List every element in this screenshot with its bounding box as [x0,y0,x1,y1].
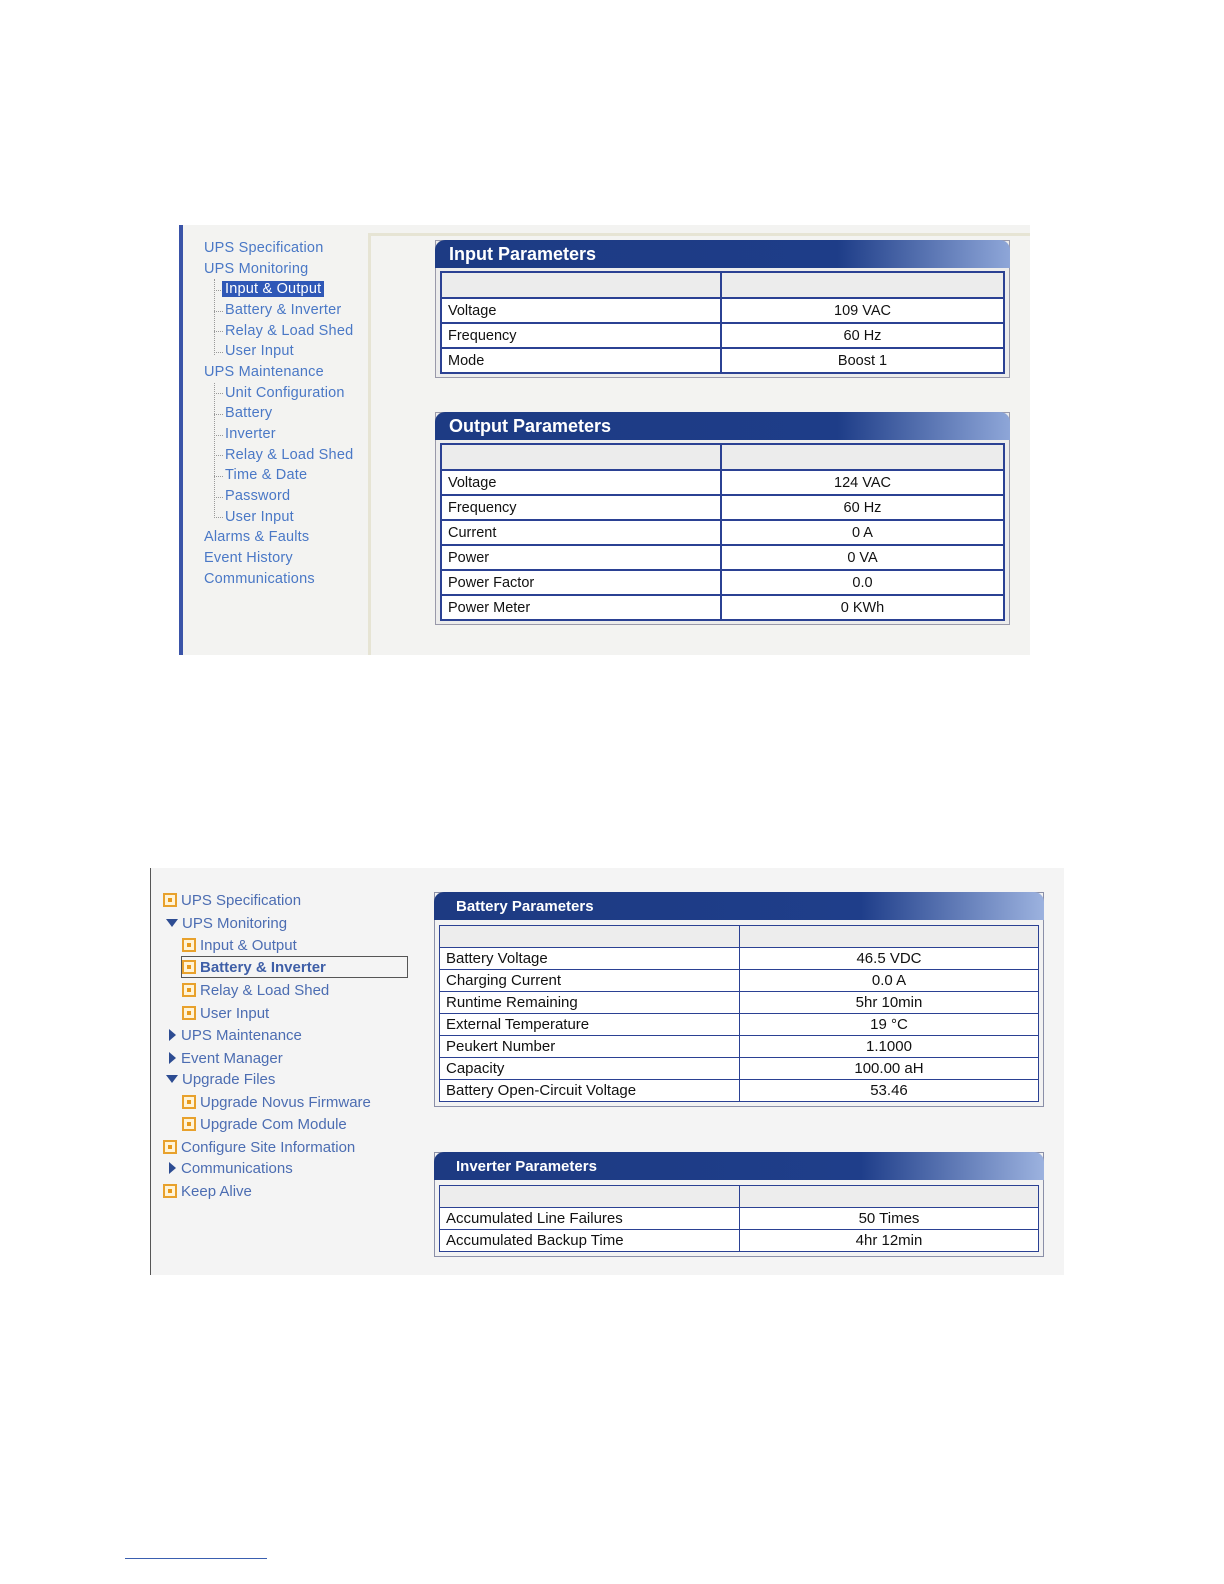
nav-event-history[interactable]: Event History [204,550,293,566]
screenshot-battery-inverter [150,868,1064,1275]
tree-tick [214,435,223,436]
table-row [441,470,1004,495]
inverter-parameters-panel [434,1152,1044,1257]
nav-label: Upgrade Files [182,1071,276,1088]
table-header-cell [721,444,1004,470]
tree-tick [214,393,223,394]
param-label: Voltage [441,298,721,323]
page-icon [182,983,196,997]
nav-relay-load-shed[interactable] [182,982,329,1000]
table-row [441,520,1004,545]
expanded-arrow-icon [166,1075,178,1083]
nav-ups-maintenance[interactable]: UPS Maintenance [204,364,324,380]
nav-label: UPS Monitoring [182,915,288,932]
tree-tick [214,455,223,456]
table-row [441,570,1004,595]
page-icon [163,893,177,907]
table-header-cell [740,1186,1039,1208]
collapsed-arrow-icon [169,1029,176,1041]
param-value: 1.1000 [740,1036,1039,1058]
nav-label: Keep Alive [181,1183,252,1200]
nav-ups-maintenance[interactable] [169,1027,302,1045]
collapsed-arrow-icon [169,1052,176,1064]
nav-configure-site-information[interactable] [163,1139,355,1157]
tree-tick [214,517,223,518]
nav-user-input-maint[interactable]: User Input [225,509,294,525]
nav-input-output[interactable] [182,937,297,955]
nav-label: Configure Site Information [181,1139,356,1156]
nav-unit-configuration[interactable]: Unit Configuration [225,385,345,401]
table-row [440,1208,1039,1230]
tree-tick [214,352,223,353]
table-header-cell [740,926,1039,948]
left-border [150,868,151,1275]
param-label: External Temperature [440,1014,740,1036]
nav-relay-load-shed[interactable]: Relay & Load Shed [225,323,354,339]
collapsed-arrow-icon [169,1162,176,1174]
nav-label: Event Manager [181,1050,283,1067]
nav-event-manager[interactable] [169,1050,283,1068]
nav-tree [179,225,369,655]
table-row [440,1014,1039,1036]
table-row [440,1080,1039,1102]
param-label: Power Factor [441,570,721,595]
tree-tick [214,476,223,477]
param-value: 0 A [721,520,1004,545]
param-label: Runtime Remaining [440,992,740,1014]
param-value: 109 VAC [721,298,1004,323]
table-header-cell [721,272,1004,298]
nav-label: Input & Output [200,937,297,954]
nav-label: Upgrade Com Module [200,1116,347,1133]
nav-label: Battery & Inverter [200,959,326,976]
tree-tick [214,497,223,498]
param-label: Mode [441,348,721,373]
battery-parameters-panel [434,892,1044,1107]
nav-communications[interactable]: Communications [204,571,315,587]
tree-tick [214,414,223,415]
param-label: Peukert Number [440,1036,740,1058]
param-label: Current [441,520,721,545]
table-row [440,992,1039,1014]
panel-title: Output Parameters [435,412,1010,440]
table-header-cell [440,1186,740,1208]
input-parameters-panel [435,240,1010,378]
table-row [441,298,1004,323]
table-header-cell [440,926,740,948]
table-row [440,1058,1039,1080]
param-value: 0 VA [721,545,1004,570]
param-label: Battery Open-Circuit Voltage [440,1080,740,1102]
nav-user-input[interactable] [182,1005,269,1023]
nav-time-date[interactable]: Time & Date [225,467,308,483]
table-row [441,595,1004,620]
table-row [440,970,1039,992]
page-icon [163,1140,177,1154]
nav-upgrade-files[interactable] [166,1071,275,1089]
param-value: 124 VAC [721,470,1004,495]
tree-tick [214,331,223,332]
nav-communications[interactable] [169,1160,293,1178]
param-label: Frequency [441,323,721,348]
param-label: Charging Current [440,970,740,992]
nav-ups-monitoring[interactable] [166,915,287,933]
param-value: 0.0 A [740,970,1039,992]
table-row [441,348,1004,373]
nav-upgrade-novus-firmware[interactable] [182,1094,371,1112]
param-value: 46.5 VDC [740,948,1039,970]
nav-relay-load-shed-maint[interactable]: Relay & Load Shed [225,447,354,463]
param-value: 53.46 [740,1080,1039,1102]
param-label: Voltage [441,470,721,495]
nav-label: Upgrade Novus Firmware [200,1094,371,1111]
table-row [440,1036,1039,1058]
nav-password[interactable]: Password [225,488,291,504]
nav-alarms-faults[interactable]: Alarms & Faults [204,529,310,545]
output-parameters-table [440,443,1005,621]
panel-title: Input Parameters [435,240,1010,268]
param-value: 60 Hz [721,323,1004,348]
input-parameters-table [440,271,1005,374]
table-row [440,948,1039,970]
param-label: Power [441,545,721,570]
nav-battery-inverter[interactable] [182,959,326,977]
nav-ups-specification[interactable]: UPS Specification [204,240,324,256]
nav-label: UPS Specification [181,892,302,909]
panel-title: Battery Parameters [434,892,1044,920]
inverter-parameters-table [439,1185,1039,1252]
nav-keep-alive[interactable] [163,1183,252,1201]
page-icon [182,1117,196,1131]
battery-parameters-table [439,925,1039,1102]
tree-tick [214,311,223,312]
param-value: 50 Times [740,1208,1039,1230]
nav-upgrade-com-module[interactable] [182,1116,347,1134]
content-divider-top [368,233,1030,236]
page-icon [182,1006,196,1020]
nav-label: User Input [200,1005,270,1022]
table-row [441,545,1004,570]
param-value: 5hr 10min [740,992,1039,1014]
table-row [441,323,1004,348]
param-value: 100.00 aH [740,1058,1039,1080]
table-header-cell [441,272,721,298]
page-icon [182,960,196,974]
param-label: Power Meter [441,595,721,620]
nav-label: UPS Maintenance [181,1027,302,1044]
param-value: 0.0 [721,570,1004,595]
footnote-rule [125,1558,267,1559]
nav-label: Relay & Load Shed [200,982,330,999]
param-value: 4hr 12min [740,1230,1039,1252]
nav-inverter[interactable]: Inverter [225,426,276,442]
nav-battery[interactable]: Battery [225,405,273,421]
nav-input-output[interactable]: Input & Output [222,281,324,297]
param-label: Accumulated Backup Time [440,1230,740,1252]
page-icon [182,1095,196,1109]
page-icon [182,938,196,952]
nav-user-input[interactable]: User Input [225,343,294,359]
page-icon [163,1184,177,1198]
nav-label: Communications [181,1160,293,1177]
param-label: Accumulated Line Failures [440,1208,740,1230]
param-label: Frequency [441,495,721,520]
nav-ups-monitoring[interactable]: UPS Monitoring [204,261,309,277]
param-label: Capacity [440,1058,740,1080]
screenshot-input-output [179,225,1030,655]
output-parameters-panel [435,412,1010,625]
nav-battery-inverter[interactable]: Battery & Inverter [225,302,342,318]
table-row [440,1230,1039,1252]
param-label: Battery Voltage [440,948,740,970]
table-header-cell [441,444,721,470]
param-value: 60 Hz [721,495,1004,520]
panel-title: Inverter Parameters [434,1152,1044,1180]
expanded-arrow-icon [166,919,178,927]
nav-ups-specification[interactable] [163,892,301,910]
table-row [441,495,1004,520]
param-value: Boost 1 [721,348,1004,373]
param-value: 0 KWh [721,595,1004,620]
param-value: 19 °C [740,1014,1039,1036]
